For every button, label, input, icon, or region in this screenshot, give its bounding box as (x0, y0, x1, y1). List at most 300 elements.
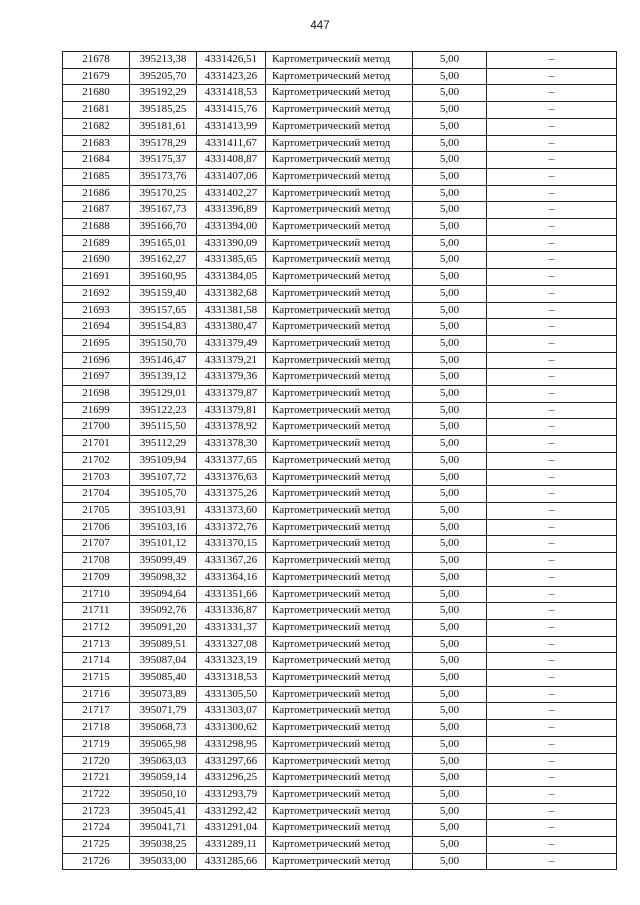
method-cell: Картометрический метод (266, 135, 413, 152)
note-cell: – (487, 720, 617, 737)
method-cell: Картометрический метод (266, 686, 413, 703)
point-number-cell: 21681 (63, 102, 130, 119)
accuracy-cell: 5,00 (413, 452, 487, 469)
point-number-cell: 21720 (63, 753, 130, 770)
note-cell: – (487, 102, 617, 119)
method-cell: Картометрический метод (266, 770, 413, 787)
table-row (63, 603, 617, 620)
table-row (63, 686, 617, 703)
x-coordinate-cell: 395122,23 (130, 402, 197, 419)
y-coordinate-cell: 4331408,87 (197, 152, 266, 169)
point-number-cell: 21683 (63, 135, 130, 152)
note-cell: – (487, 670, 617, 687)
method-cell: Картометрический метод (266, 102, 413, 119)
note-cell: – (487, 837, 617, 854)
method-cell: Картометрический метод (266, 519, 413, 536)
table-row (63, 235, 617, 252)
note-cell: – (487, 369, 617, 386)
point-number-cell: 21684 (63, 152, 130, 169)
y-coordinate-cell: 4331379,21 (197, 352, 266, 369)
accuracy-cell: 5,00 (413, 352, 487, 369)
table-row (63, 837, 617, 854)
note-cell: – (487, 502, 617, 519)
table-row (63, 736, 617, 753)
method-cell: Картометрический метод (266, 653, 413, 670)
table-row (63, 335, 617, 352)
x-coordinate-cell: 395041,71 (130, 820, 197, 837)
table-row (63, 452, 617, 469)
table-row (63, 219, 617, 236)
point-number-cell: 21690 (63, 252, 130, 269)
accuracy-cell: 5,00 (413, 219, 487, 236)
x-coordinate-cell: 395181,61 (130, 118, 197, 135)
y-coordinate-cell: 4331376,63 (197, 469, 266, 486)
point-number-cell: 21710 (63, 586, 130, 603)
table-row (63, 118, 617, 135)
x-coordinate-cell: 395178,29 (130, 135, 197, 152)
method-cell: Картометрический метод (266, 469, 413, 486)
y-coordinate-cell: 4331327,08 (197, 636, 266, 653)
table-row (63, 102, 617, 119)
y-coordinate-cell: 4331407,06 (197, 168, 266, 185)
x-coordinate-cell: 395213,38 (130, 52, 197, 69)
point-number-cell: 21707 (63, 536, 130, 553)
note-cell: – (487, 352, 617, 369)
note-cell: – (487, 152, 617, 169)
y-coordinate-cell: 4331318,53 (197, 670, 266, 687)
x-coordinate-cell: 395099,49 (130, 553, 197, 570)
table-row (63, 185, 617, 202)
point-number-cell: 21679 (63, 68, 130, 85)
method-cell: Картометрический метод (266, 319, 413, 336)
point-number-cell: 21687 (63, 202, 130, 219)
y-coordinate-cell: 4331379,49 (197, 335, 266, 352)
table-row (63, 302, 617, 319)
x-coordinate-cell: 395150,70 (130, 335, 197, 352)
x-coordinate-cell: 395092,76 (130, 603, 197, 620)
accuracy-cell: 5,00 (413, 553, 487, 570)
y-coordinate-cell: 4331382,68 (197, 285, 266, 302)
y-coordinate-cell: 4331298,95 (197, 736, 266, 753)
note-cell: – (487, 686, 617, 703)
note-cell: – (487, 553, 617, 570)
note-cell: – (487, 803, 617, 820)
note-cell: – (487, 285, 617, 302)
x-coordinate-cell: 395166,70 (130, 219, 197, 236)
y-coordinate-cell: 4331402,27 (197, 185, 266, 202)
note-cell: – (487, 135, 617, 152)
note-cell: – (487, 319, 617, 336)
point-number-cell: 21695 (63, 335, 130, 352)
point-number-cell: 21688 (63, 219, 130, 236)
point-number-cell: 21711 (63, 603, 130, 620)
accuracy-cell: 5,00 (413, 302, 487, 319)
note-cell: – (487, 853, 617, 870)
note-cell: – (487, 820, 617, 837)
table-row (63, 469, 617, 486)
y-coordinate-cell: 4331384,05 (197, 269, 266, 286)
table-row (63, 619, 617, 636)
x-coordinate-cell: 395129,01 (130, 386, 197, 403)
y-coordinate-cell: 4331385,65 (197, 252, 266, 269)
accuracy-cell: 5,00 (413, 636, 487, 653)
method-cell: Картометрический метод (266, 837, 413, 854)
note-cell: – (487, 402, 617, 419)
note-cell: – (487, 419, 617, 436)
x-coordinate-cell: 395157,65 (130, 302, 197, 319)
note-cell: – (487, 603, 617, 620)
coordinates-table (62, 51, 617, 870)
point-number-cell: 21693 (63, 302, 130, 319)
table-row (63, 269, 617, 286)
method-cell: Картометрический метод (266, 168, 413, 185)
y-coordinate-cell: 4331300,62 (197, 720, 266, 737)
method-cell: Картометрический метод (266, 703, 413, 720)
y-coordinate-cell: 4331375,26 (197, 486, 266, 503)
point-number-cell: 21698 (63, 386, 130, 403)
y-coordinate-cell: 4331426,51 (197, 52, 266, 69)
x-coordinate-cell: 395154,83 (130, 319, 197, 336)
point-number-cell: 21714 (63, 653, 130, 670)
accuracy-cell: 5,00 (413, 502, 487, 519)
note-cell: – (487, 452, 617, 469)
method-cell: Картометрический метод (266, 252, 413, 269)
accuracy-cell: 5,00 (413, 152, 487, 169)
x-coordinate-cell: 395167,73 (130, 202, 197, 219)
point-number-cell: 21719 (63, 736, 130, 753)
y-coordinate-cell: 4331296,25 (197, 770, 266, 787)
table-row (63, 770, 617, 787)
method-cell: Картометрический метод (266, 786, 413, 803)
method-cell: Картометрический метод (266, 419, 413, 436)
x-coordinate-cell: 395068,73 (130, 720, 197, 737)
note-cell: – (487, 786, 617, 803)
x-coordinate-cell: 395175,37 (130, 152, 197, 169)
x-coordinate-cell: 395098,32 (130, 569, 197, 586)
accuracy-cell: 5,00 (413, 519, 487, 536)
point-number-cell: 21722 (63, 786, 130, 803)
y-coordinate-cell: 4331378,92 (197, 419, 266, 436)
method-cell: Картометрический метод (266, 436, 413, 453)
accuracy-cell: 5,00 (413, 686, 487, 703)
y-coordinate-cell: 4331377,65 (197, 452, 266, 469)
note-cell: – (487, 386, 617, 403)
accuracy-cell: 5,00 (413, 720, 487, 737)
accuracy-cell: 5,00 (413, 402, 487, 419)
note-cell: – (487, 68, 617, 85)
x-coordinate-cell: 395038,25 (130, 837, 197, 854)
point-number-cell: 21702 (63, 452, 130, 469)
accuracy-cell: 5,00 (413, 569, 487, 586)
point-number-cell: 21724 (63, 820, 130, 837)
x-coordinate-cell: 395103,16 (130, 519, 197, 536)
table-row (63, 803, 617, 820)
note-cell: – (487, 168, 617, 185)
point-number-cell: 21703 (63, 469, 130, 486)
point-number-cell: 21704 (63, 486, 130, 503)
point-number-cell: 21701 (63, 436, 130, 453)
accuracy-cell: 5,00 (413, 486, 487, 503)
accuracy-cell: 5,00 (413, 770, 487, 787)
x-coordinate-cell: 395107,72 (130, 469, 197, 486)
accuracy-cell: 5,00 (413, 102, 487, 119)
y-coordinate-cell: 4331373,60 (197, 502, 266, 519)
y-coordinate-cell: 4331336,87 (197, 603, 266, 620)
x-coordinate-cell: 395094,64 (130, 586, 197, 603)
x-coordinate-cell: 395045,41 (130, 803, 197, 820)
accuracy-cell: 5,00 (413, 619, 487, 636)
note-cell: – (487, 335, 617, 352)
accuracy-cell: 5,00 (413, 135, 487, 152)
method-cell: Картометрический метод (266, 486, 413, 503)
x-coordinate-cell: 395059,14 (130, 770, 197, 787)
point-number-cell: 21708 (63, 553, 130, 570)
y-coordinate-cell: 4331379,87 (197, 386, 266, 403)
coordinates-table-body (63, 52, 617, 870)
note-cell: – (487, 653, 617, 670)
method-cell: Картометрический метод (266, 853, 413, 870)
note-cell: – (487, 703, 617, 720)
method-cell: Картометрический метод (266, 720, 413, 737)
table-row (63, 519, 617, 536)
y-coordinate-cell: 4331291,04 (197, 820, 266, 837)
method-cell: Картометрический метод (266, 536, 413, 553)
x-coordinate-cell: 395112,29 (130, 436, 197, 453)
method-cell: Картометрический метод (266, 820, 413, 837)
method-cell: Картометрический метод (266, 502, 413, 519)
y-coordinate-cell: 4331423,26 (197, 68, 266, 85)
accuracy-cell: 5,00 (413, 52, 487, 69)
x-coordinate-cell: 395170,25 (130, 185, 197, 202)
accuracy-cell: 5,00 (413, 786, 487, 803)
accuracy-cell: 5,00 (413, 603, 487, 620)
table-row (63, 670, 617, 687)
method-cell: Картометрический метод (266, 619, 413, 636)
accuracy-cell: 5,00 (413, 85, 487, 102)
method-cell: Картометрический метод (266, 85, 413, 102)
point-number-cell: 21696 (63, 352, 130, 369)
point-number-cell: 21718 (63, 720, 130, 737)
note-cell: – (487, 219, 617, 236)
point-number-cell: 21709 (63, 569, 130, 586)
point-number-cell: 21689 (63, 235, 130, 252)
x-coordinate-cell: 395065,98 (130, 736, 197, 753)
table-row (63, 436, 617, 453)
accuracy-cell: 5,00 (413, 252, 487, 269)
y-coordinate-cell: 4331396,89 (197, 202, 266, 219)
method-cell: Картометрический метод (266, 118, 413, 135)
x-coordinate-cell: 395033,00 (130, 853, 197, 870)
x-coordinate-cell: 395073,89 (130, 686, 197, 703)
table-row (63, 135, 617, 152)
y-coordinate-cell: 4331305,50 (197, 686, 266, 703)
y-coordinate-cell: 4331292,42 (197, 803, 266, 820)
y-coordinate-cell: 4331380,47 (197, 319, 266, 336)
method-cell: Картометрический метод (266, 235, 413, 252)
note-cell: – (487, 436, 617, 453)
y-coordinate-cell: 4331418,53 (197, 85, 266, 102)
table-row (63, 703, 617, 720)
accuracy-cell: 5,00 (413, 436, 487, 453)
table-row (63, 720, 617, 737)
accuracy-cell: 5,00 (413, 185, 487, 202)
method-cell: Картометрический метод (266, 452, 413, 469)
method-cell: Картометрический метод (266, 670, 413, 687)
x-coordinate-cell: 395165,01 (130, 235, 197, 252)
x-coordinate-cell: 395205,70 (130, 68, 197, 85)
accuracy-cell: 5,00 (413, 586, 487, 603)
table-row (63, 419, 617, 436)
method-cell: Картометрический метод (266, 603, 413, 620)
y-coordinate-cell: 4331293,79 (197, 786, 266, 803)
point-number-cell: 21686 (63, 185, 130, 202)
method-cell: Картометрический метод (266, 553, 413, 570)
method-cell: Картометрический метод (266, 219, 413, 236)
accuracy-cell: 5,00 (413, 369, 487, 386)
y-coordinate-cell: 4331372,76 (197, 519, 266, 536)
method-cell: Картометрический метод (266, 736, 413, 753)
point-number-cell: 21692 (63, 285, 130, 302)
y-coordinate-cell: 4331367,26 (197, 553, 266, 570)
note-cell: – (487, 185, 617, 202)
note-cell: – (487, 202, 617, 219)
y-coordinate-cell: 4331289,11 (197, 837, 266, 854)
accuracy-cell: 5,00 (413, 653, 487, 670)
note-cell: – (487, 302, 617, 319)
method-cell: Картометрический метод (266, 185, 413, 202)
y-coordinate-cell: 4331331,37 (197, 619, 266, 636)
point-number-cell: 21706 (63, 519, 130, 536)
note-cell: – (487, 536, 617, 553)
table-row (63, 285, 617, 302)
accuracy-cell: 5,00 (413, 202, 487, 219)
point-number-cell: 21699 (63, 402, 130, 419)
x-coordinate-cell: 395050,10 (130, 786, 197, 803)
point-number-cell: 21705 (63, 502, 130, 519)
table-row (63, 319, 617, 336)
y-coordinate-cell: 4331370,15 (197, 536, 266, 553)
note-cell: – (487, 519, 617, 536)
x-coordinate-cell: 395139,12 (130, 369, 197, 386)
y-coordinate-cell: 4331411,67 (197, 135, 266, 152)
accuracy-cell: 5,00 (413, 703, 487, 720)
y-coordinate-cell: 4331381,58 (197, 302, 266, 319)
table-row (63, 853, 617, 870)
table-row (63, 820, 617, 837)
point-number-cell: 21715 (63, 670, 130, 687)
y-coordinate-cell: 4331303,07 (197, 703, 266, 720)
method-cell: Картометрический метод (266, 335, 413, 352)
y-coordinate-cell: 4331379,36 (197, 369, 266, 386)
method-cell: Картометрический метод (266, 386, 413, 403)
note-cell: – (487, 636, 617, 653)
y-coordinate-cell: 4331351,66 (197, 586, 266, 603)
x-coordinate-cell: 395160,95 (130, 269, 197, 286)
x-coordinate-cell: 395159,40 (130, 285, 197, 302)
y-coordinate-cell: 4331378,30 (197, 436, 266, 453)
method-cell: Картометрический метод (266, 586, 413, 603)
table-row (63, 252, 617, 269)
table-row (63, 653, 617, 670)
table-row (63, 202, 617, 219)
accuracy-cell: 5,00 (413, 285, 487, 302)
point-number-cell: 21717 (63, 703, 130, 720)
accuracy-cell: 5,00 (413, 837, 487, 854)
point-number-cell: 21680 (63, 85, 130, 102)
accuracy-cell: 5,00 (413, 386, 487, 403)
table-row (63, 536, 617, 553)
point-number-cell: 21716 (63, 686, 130, 703)
x-coordinate-cell: 395063,03 (130, 753, 197, 770)
x-coordinate-cell: 395192,29 (130, 85, 197, 102)
point-number-cell: 21697 (63, 369, 130, 386)
accuracy-cell: 5,00 (413, 168, 487, 185)
method-cell: Картометрический метод (266, 803, 413, 820)
note-cell: – (487, 619, 617, 636)
method-cell: Картометрический метод (266, 152, 413, 169)
y-coordinate-cell: 4331415,76 (197, 102, 266, 119)
y-coordinate-cell: 4331364,16 (197, 569, 266, 586)
y-coordinate-cell: 4331390,09 (197, 235, 266, 252)
point-number-cell: 21721 (63, 770, 130, 787)
y-coordinate-cell: 4331413,99 (197, 118, 266, 135)
x-coordinate-cell: 395087,04 (130, 653, 197, 670)
method-cell: Картометрический метод (266, 753, 413, 770)
point-number-cell: 21691 (63, 269, 130, 286)
note-cell: – (487, 52, 617, 69)
point-number-cell: 21725 (63, 837, 130, 854)
method-cell: Картометрический метод (266, 269, 413, 286)
method-cell: Картометрический метод (266, 52, 413, 69)
note-cell: – (487, 469, 617, 486)
x-coordinate-cell: 395173,76 (130, 168, 197, 185)
table-row (63, 152, 617, 169)
accuracy-cell: 5,00 (413, 335, 487, 352)
point-number-cell: 21694 (63, 319, 130, 336)
x-coordinate-cell: 395089,51 (130, 636, 197, 653)
note-cell: – (487, 235, 617, 252)
accuracy-cell: 5,00 (413, 68, 487, 85)
y-coordinate-cell: 4331394,00 (197, 219, 266, 236)
point-number-cell: 21685 (63, 168, 130, 185)
method-cell: Картометрический метод (266, 68, 413, 85)
method-cell: Картометрический метод (266, 302, 413, 319)
note-cell: – (487, 586, 617, 603)
x-coordinate-cell: 395162,27 (130, 252, 197, 269)
table-row (63, 553, 617, 570)
table-row (63, 386, 617, 403)
method-cell: Картометрический метод (266, 636, 413, 653)
x-coordinate-cell: 395103,91 (130, 502, 197, 519)
table-row (63, 402, 617, 419)
point-number-cell: 21712 (63, 619, 130, 636)
method-cell: Картометрический метод (266, 202, 413, 219)
accuracy-cell: 5,00 (413, 118, 487, 135)
method-cell: Картометрический метод (266, 569, 413, 586)
note-cell: – (487, 770, 617, 787)
note-cell: – (487, 753, 617, 770)
method-cell: Картометрический метод (266, 369, 413, 386)
point-number-cell: 21682 (63, 118, 130, 135)
note-cell: – (487, 252, 617, 269)
table-row (63, 352, 617, 369)
accuracy-cell: 5,00 (413, 319, 487, 336)
x-coordinate-cell: 395091,20 (130, 619, 197, 636)
x-coordinate-cell: 395085,40 (130, 670, 197, 687)
note-cell: – (487, 269, 617, 286)
table-row (63, 569, 617, 586)
table-row (63, 786, 617, 803)
